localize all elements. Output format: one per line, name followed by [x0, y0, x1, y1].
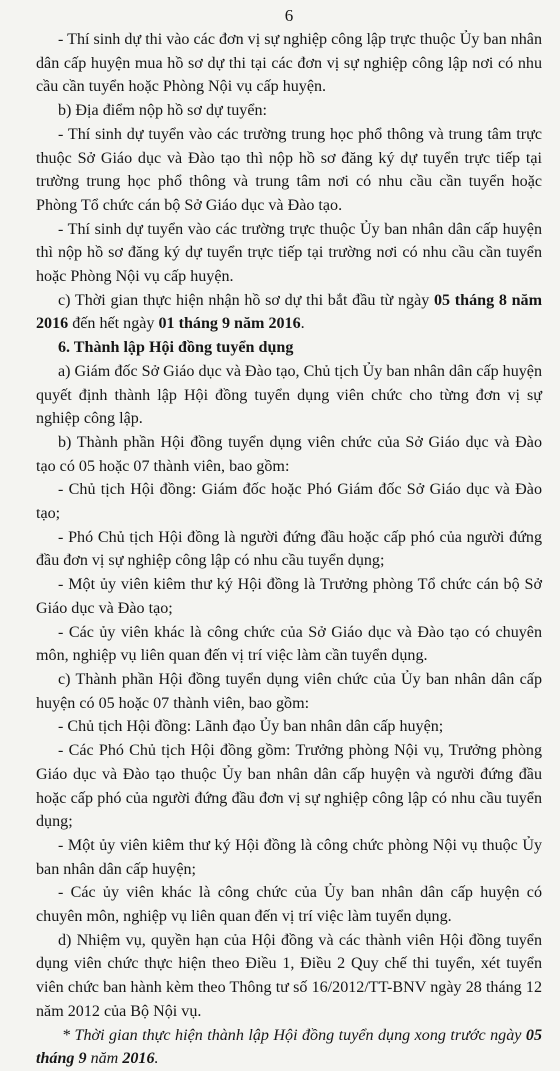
paragraph-council-duties: d) Nhiệm vụ, quyền hạn của Hội đồng và các thành viên Hội đồng tuyển dụng viên chức thực hiện theo Điều 1, Điều 2 Quy chế thi tuyển, xét tuyển viên chức ban hành kèm theo Thông tư số 16/2012/TT-BNV ngày 28 tháng 12 năm 2012 của Bộ Nội vụ.	[36, 931, 542, 1020]
paragraph-submission-location-heading: b) Địa điểm nộp hồ sơ dự tuyển:	[58, 102, 267, 120]
note-council-deadline	[36, 1024, 542, 1071]
receiving-time-text-middle: đến hết ngày	[68, 315, 159, 333]
receiving-start-date: 05 tháng 8 năm 2016	[36, 291, 542, 333]
paragraph-receiving-time	[36, 289, 542, 336]
deadline-text-middle: năm	[86, 1050, 123, 1068]
deadline-day-month: 05 tháng 9	[36, 1026, 542, 1068]
page-number: 6	[284, 6, 294, 25]
paragraph-dept-chairman: - Chủ tịch Hội đồng: Giám đốc hoặc Phó Giám đốc Sở Giáo dục và Đào tạo;	[36, 481, 542, 523]
receiving-end-date: 01 tháng 9 năm 2016	[158, 315, 301, 333]
paragraph-council-district-composition: c) Thành phần Hội đồng tuyển dụng viên chức của Ủy ban nhân dân cấp huyện có 05 hoặc 07 thành viên, bao gồm:	[36, 670, 542, 712]
paragraph-dept-vice-chairman: - Phó Chủ tịch Hội đồng là người đứng đầu hoặc cấp phó của người đứng đầu đơn vị sự nghiệp công lập có nhu cầu tuyển dụng;	[36, 528, 542, 570]
paragraph-council-dept-composition: b) Thành phần Hội đồng tuyển dụng viên chức của Sở Giáo dục và Đào tạo có 05 hoặc 07 thành viên, bao gồm:	[36, 433, 542, 475]
receiving-time-text-after: .	[300, 315, 305, 333]
deadline-year: 2016	[122, 1050, 155, 1068]
deadline-text-before: * Thời gian thực hiện thành lập Hội đồng tuyển dụng xong trước ngày	[62, 1026, 526, 1044]
section-heading-council: 6. Thành lập Hội đồng tuyển dụng	[58, 339, 294, 357]
paragraph-submission-district-schools: - Thí sinh dự tuyển vào các trường trực thuộc Ủy ban nhân dân cấp huyện thì nộp hồ sơ đăng ký dự tuyển trực tiếp tại trường nơi có nhu cầu cần tuyển hoặc Phòng Nội vụ cấp huyện.	[36, 220, 542, 286]
paragraph-dept-secretary: - Một ủy viên kiêm thư ký Hội đồng là Trưởng phòng Tổ chức cán bộ Sở Giáo dục và Đào tạo;	[36, 576, 542, 617]
paragraph-district-members: - Các ủy viên khác là công chức của Ủy ban nhân dân cấp huyện có chuyên môn, nghiệp vụ liên quan đến vị trí việc làm tuyển dụng.	[36, 884, 542, 926]
deadline-text-after: .	[154, 1050, 159, 1068]
paragraph-district-secretary: - Một ủy viên kiêm thư ký Hội đồng là công chức phòng Nội vụ thuộc Ủy ban nhân dân cấp huyện;	[36, 836, 542, 878]
paragraph-district-chairman: - Chủ tịch Hội đồng: Lãnh đạo Ủy ban nhân dân cấp huyện;	[58, 718, 444, 736]
paragraph-district-vice-chairmen: - Các Phó Chủ tịch Hội đồng gồm: Trưởng phòng Nội vụ, Trưởng phòng Giáo dục và Đào tạo thuộc Ủy ban nhân dân cấp huyện và người đứng đầu hoặc cấp phó của người đứng đầu đơn vị sự nghiệp công lập có nhu cầu tuyển dụng;	[36, 742, 542, 831]
paragraph-submission-high-schools: - Thí sinh dự tuyển vào các trường trung học phổ thông và trung tâm trực thuộc Sở Giáo dục và Đào tạo thì nộp hồ sơ đăng ký dự tuyển trực tiếp tại trường trung học phổ thông và trung tâm nơi có nhu cầu cần tuyển hoặc Phòng Tổ chức cán bộ Sở Giáo dục và Đào tạo.	[36, 125, 542, 214]
paragraph-buy-application-district: - Thí sinh dự thi vào các đơn vị sự nghiệp công lập trực thuộc Ủy ban nhân dân cấp huyện mua hồ sơ dự thi tại các đơn vị sự nghiệp công lập nơi có nhu cầu cần tuyển hoặc Phòng Nội vụ cấp huyện.	[36, 31, 542, 96]
paragraph-dept-members: - Các ủy viên khác là công chức của Sở Giáo dục và Đào tạo có chuyên môn, nghiệp vụ liên quan đến vị trí việc làm cần tuyển dụng.	[36, 623, 542, 665]
paragraph-council-establishment: a) Giám đốc Sở Giáo dục và Đào tạo, Chủ tịch Ủy ban nhân dân cấp huyện quyết định thành lập Hội đồng tuyển dụng viên chức cho từng đơn vị sự nghiệp công lập.	[36, 362, 542, 428]
receiving-time-text-before: c) Thời gian thực hiện nhận hồ sơ dự thi bắt đầu từ ngày	[58, 291, 434, 309]
